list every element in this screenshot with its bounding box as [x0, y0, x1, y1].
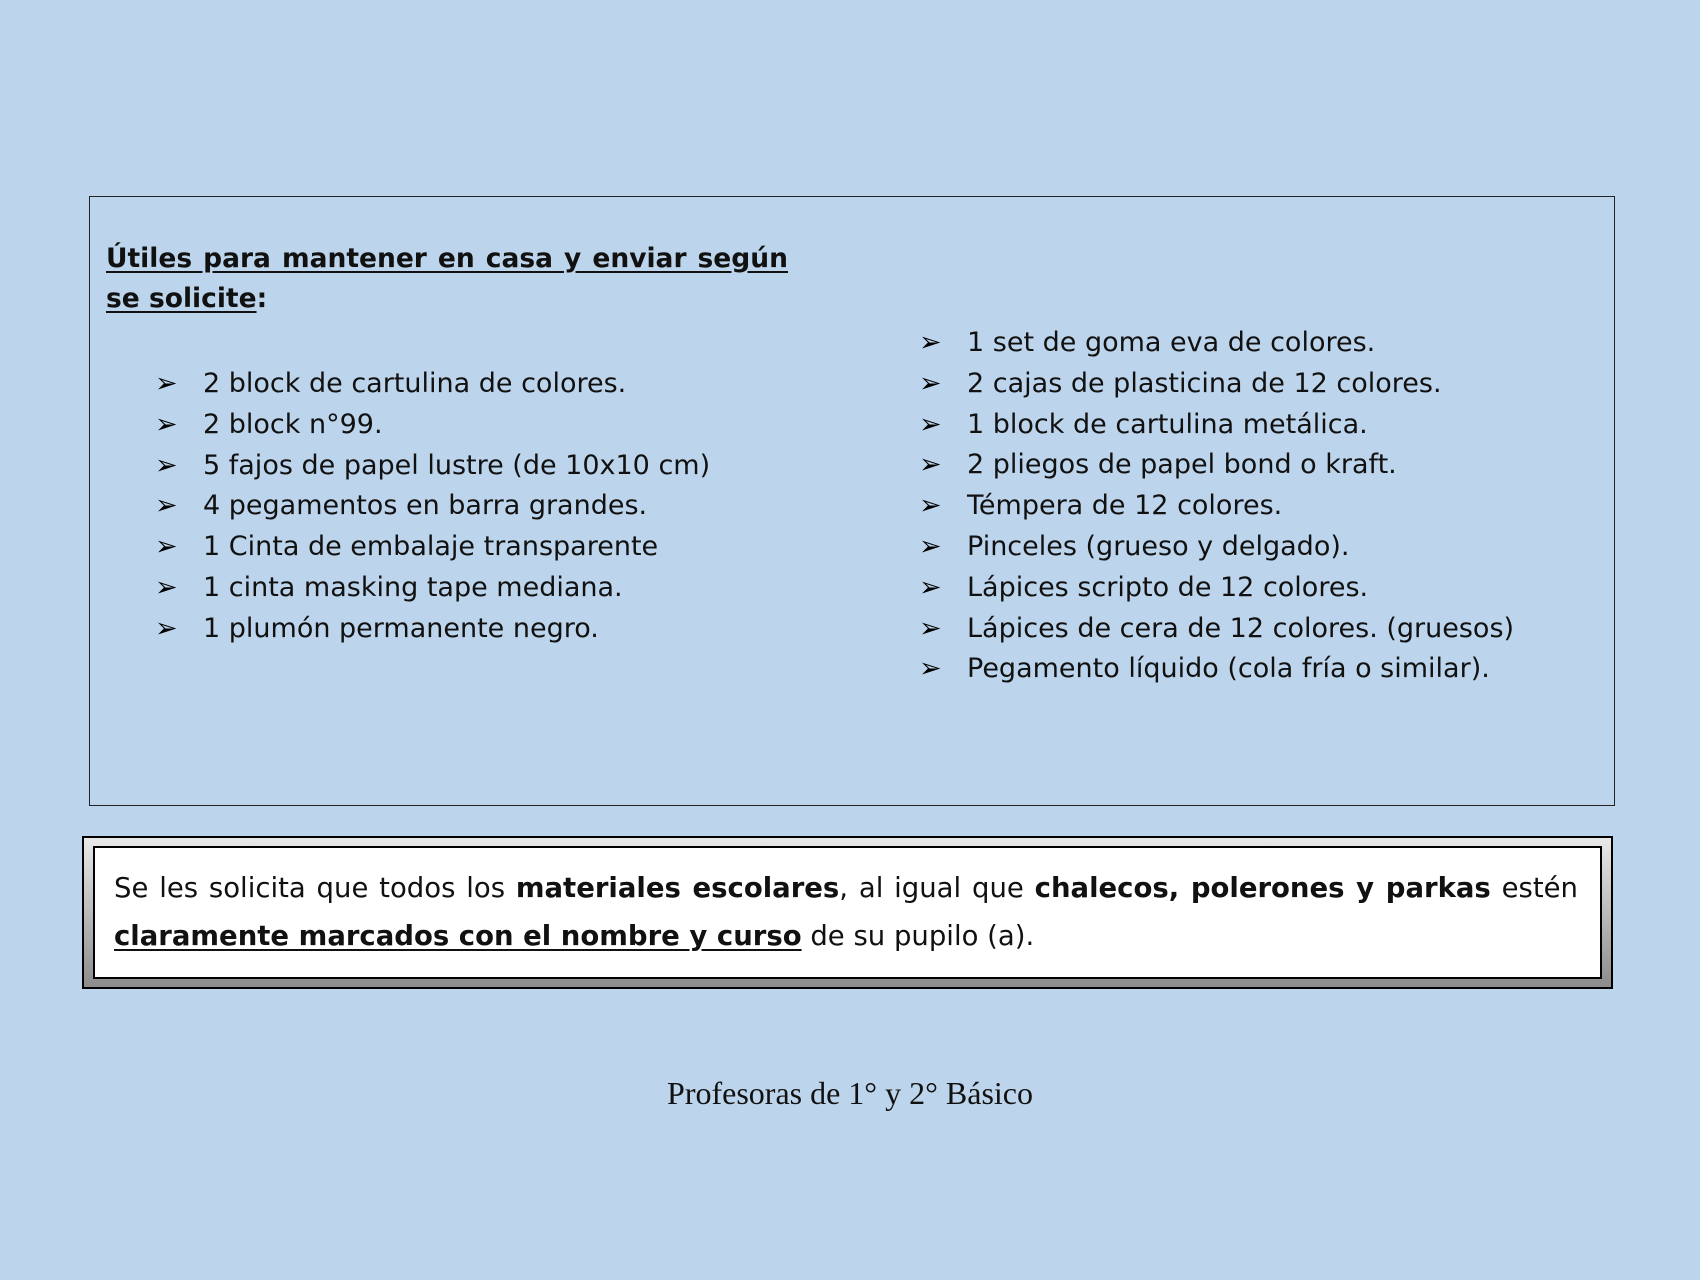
list-item: [155, 364, 710, 405]
list-item-text: 1 block de cartulina metálica.: [967, 408, 1368, 440]
arrow-bullet-icon: ➢: [919, 612, 942, 644]
list-item-text: Témpera de 12 colores.: [967, 490, 1283, 522]
list-item: [919, 486, 1514, 527]
arrow-bullet-icon: ➢: [919, 327, 942, 358]
list-item: [155, 527, 710, 568]
arrow-bullet-icon: ➢: [155, 531, 178, 563]
notice-frame: [82, 836, 1613, 989]
notice-underlined-labeling: claramente marcados con el nombre y curso: [114, 920, 802, 952]
list-item: [919, 527, 1514, 568]
arrow-bullet-icon: ➢: [919, 408, 942, 440]
notice-text-part-4: de su pupilo (a).: [801, 920, 1035, 952]
list-item: [155, 446, 710, 487]
notice-text-part-2: , al igual que: [839, 872, 1035, 904]
notice-text-part-3: estén: [1490, 872, 1578, 904]
arrow-bullet-icon: ➢: [919, 367, 942, 399]
notice-text: [114, 864, 1578, 960]
arrow-bullet-icon: ➢: [919, 490, 942, 522]
list-item-text: 4 pegamentos en barra grandes.: [203, 490, 648, 522]
arrow-bullet-icon: ➢: [919, 530, 942, 562]
list-item-text: 2 cajas de plasticina de 12 colores.: [967, 367, 1442, 399]
notice-text-part-1: Se les solicita que todos los: [114, 872, 516, 904]
supplies-heading-colon: :: [256, 283, 268, 314]
arrow-bullet-icon: ➢: [155, 368, 178, 399]
notice-bold-materials: materiales escolares: [515, 872, 840, 904]
arrow-bullet-icon: ➢: [155, 571, 178, 603]
supplies-list-left: [155, 364, 710, 650]
list-item-text: 1 plumón permanente negro.: [203, 612, 599, 644]
notice-bold-labeling: [114, 920, 802, 952]
arrow-bullet-icon: ➢: [155, 449, 178, 481]
supplies-heading-text: Útiles para mantener en casa y enviar según se solicite: [106, 243, 788, 314]
list-item-text: Pinceles (grueso y delgado).: [967, 530, 1350, 562]
list-item-text: 2 block de cartulina de colores.: [203, 368, 627, 399]
supplies-list-right: [919, 323, 1514, 690]
supplies-heading: [106, 239, 788, 319]
list-item: [919, 364, 1514, 405]
list-item: [155, 405, 710, 446]
arrow-bullet-icon: ➢: [919, 571, 942, 603]
list-item-text: 1 Cinta de embalaje transparente: [203, 531, 659, 563]
list-item-text: Lápices scripto de 12 colores.: [967, 571, 1369, 603]
notice-bold-clothing: chalecos, polerones y parkas: [1034, 872, 1491, 904]
arrow-bullet-icon: ➢: [919, 449, 942, 481]
notice-panel: [93, 846, 1602, 979]
list-item: [155, 568, 710, 609]
arrow-bullet-icon: ➢: [155, 612, 178, 644]
arrow-bullet-icon: ➢: [919, 653, 942, 685]
list-item: [919, 405, 1514, 446]
list-item-text: 1 cinta masking tape mediana.: [203, 571, 623, 603]
list-item: [155, 609, 710, 650]
list-item-text: Lápices de cera de 12 colores. (gruesos): [967, 612, 1515, 644]
list-item: [155, 486, 710, 527]
list-item: [919, 323, 1514, 364]
list-item: [919, 609, 1514, 650]
list-item-text: 5 fajos de papel lustre (de 10x10 cm): [203, 449, 711, 481]
list-item: [919, 649, 1514, 690]
list-item-text: 2 block n°99.: [203, 408, 383, 440]
supplies-box: [89, 196, 1615, 806]
signature: Profesoras de 1° y 2° Básico: [667, 1075, 1033, 1111]
arrow-bullet-icon: ➢: [155, 490, 178, 522]
list-item: [919, 568, 1514, 609]
list-item-text: 2 pliegos de papel bond o kraft.: [967, 449, 1397, 481]
list-item: [919, 445, 1514, 486]
list-item-text: Pegamento líquido (cola fría o similar).: [967, 653, 1490, 685]
list-item-text: 1 set de goma eva de colores.: [967, 327, 1376, 358]
arrow-bullet-icon: ➢: [155, 408, 178, 440]
